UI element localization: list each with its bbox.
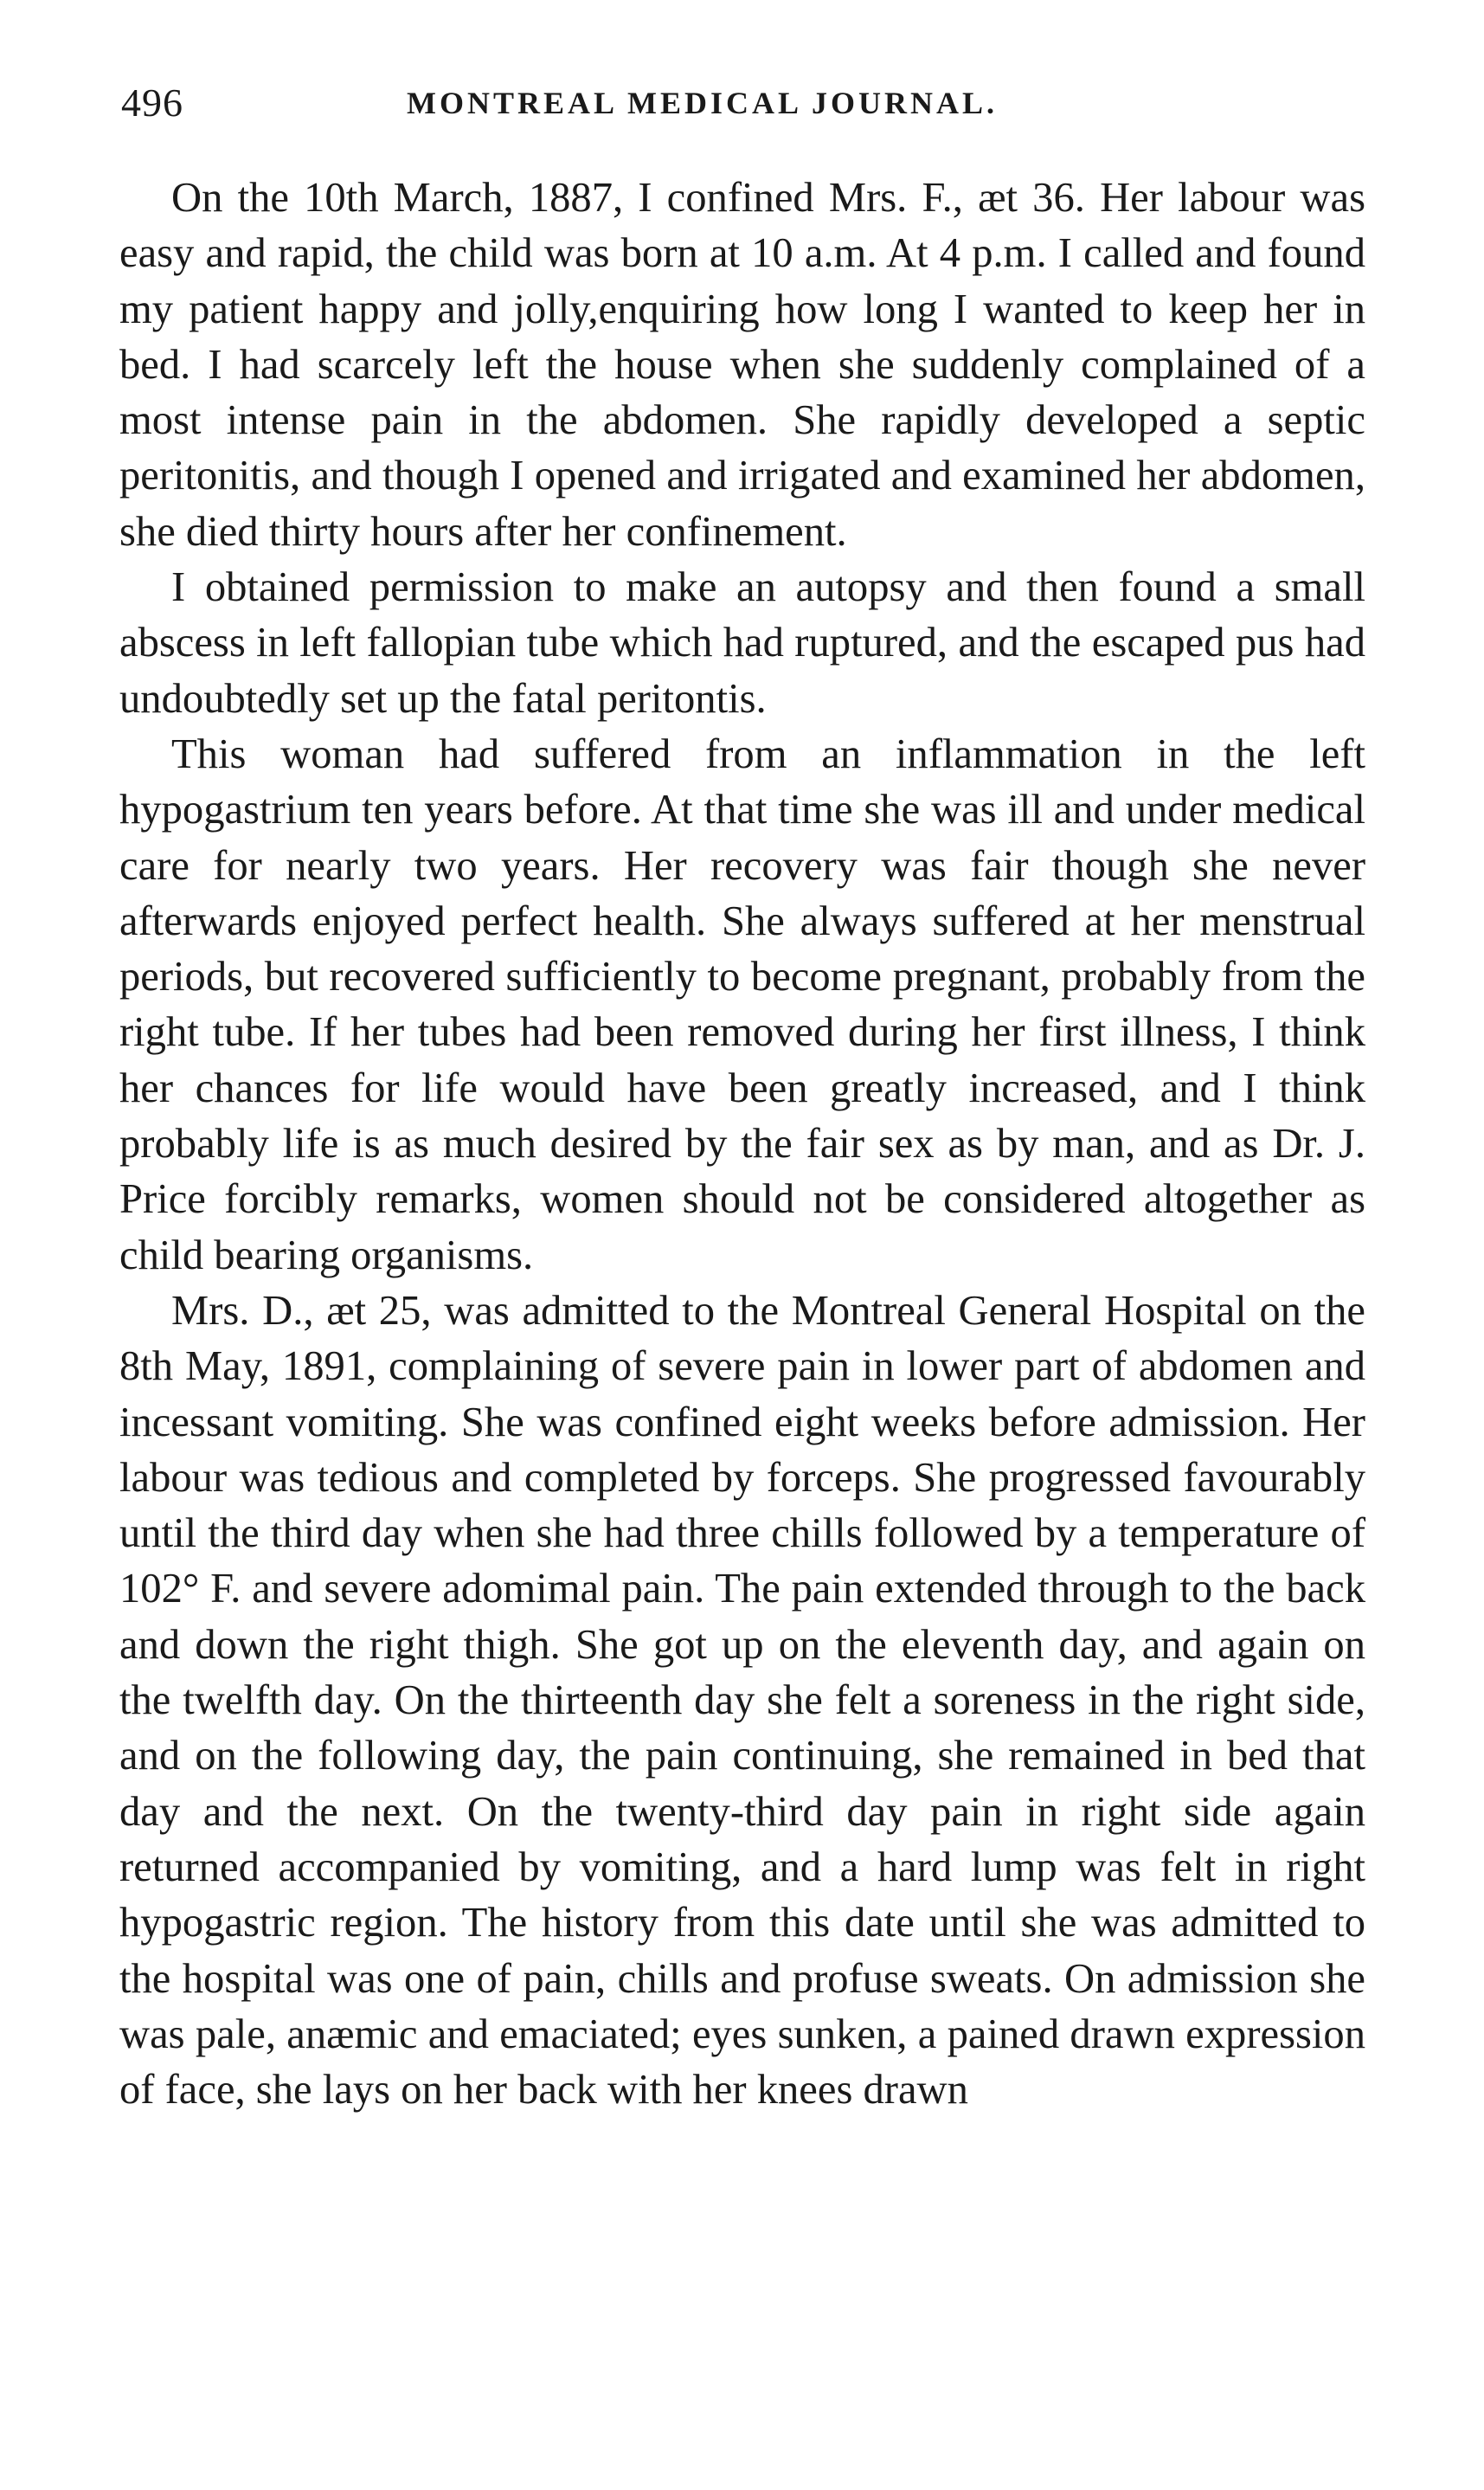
paragraph-mrs-d-case: Mrs. D., æt 25, was admitted to the Montreal General Hospital on the 8th May, 1891, complaining of severe pain in lower part of abdomen and incessant vomiting. She was confined eight weeks before admission. Her labour was tedious and completed by forceps. She progressed favourably until the third day when she had three chills followed by a temperature of 102° F. and severe adomimal pain. The pain extended through to the back and down the right thigh. She got up on the eleventh day, and again on the twelfth day. On the thirteenth day she felt a soreness in the right side, and on the following day, the pain continuing, she remained in bed that day and the next. On the twenty-third day pain in right side again returned accompanied by vomiting, and a hard lump was felt in right hypogastric region. The history from this date until she was admitted to the hospital was one of pain, chills and profuse sweats. On admission she was pale, anæmic and emaciated; eyes sunken, a pained drawn expression of face, she lays on her back with her knees drawn bbox=[119, 1286, 1365, 2114]
running-head: MONTREAL MEDICAL JOURNAL. bbox=[407, 86, 999, 120]
paragraph-autopsy: I obtained permission to make an autopsy and then found a small abscess in left fallopian tube which had ruptured, and the escaped pus had undoubtedly set up the fatal peritontis. bbox=[119, 563, 1365, 722]
paragraph-mrs-f-case: On the 10th March, 1887, I confined Mrs. F., æt 36. Her labour was easy and rapid, the child was born at 10 a.m. At 4 p.m. I called and found my patient happy and jolly,enquiring how long I wanted to keep her in bed. I had scarcely left the house when she suddenly complained of a most intense pain in the abdomen. She rapidly developed a septic peritonitis, and though I opened and irrigated and examined her abdomen, she died thirty hours after her confinement. bbox=[119, 174, 1365, 555]
body-text bbox=[119, 170, 1365, 2117]
page-header bbox=[121, 80, 1367, 132]
page-number: 496 bbox=[121, 80, 183, 125]
paragraph-history: This woman had suffered from an inflammation in the left hypogastrium ten years before. At that time she was ill and under medical care for nearly two years. Her recovery was fair though she never afterwards enjoyed perfect health. She always suffered at her menstrual periods, but recovered sufficiently to become pregnant, probably from the right tube. If her tubes had been removed during her first illness, I think her chances for life would have been greatly increased, and I think probably life is as much desired by the fair sex as by man, and as Dr. J. Price forcibly remarks, women should not be considered altogether as child bearing organisms. bbox=[119, 730, 1365, 1278]
